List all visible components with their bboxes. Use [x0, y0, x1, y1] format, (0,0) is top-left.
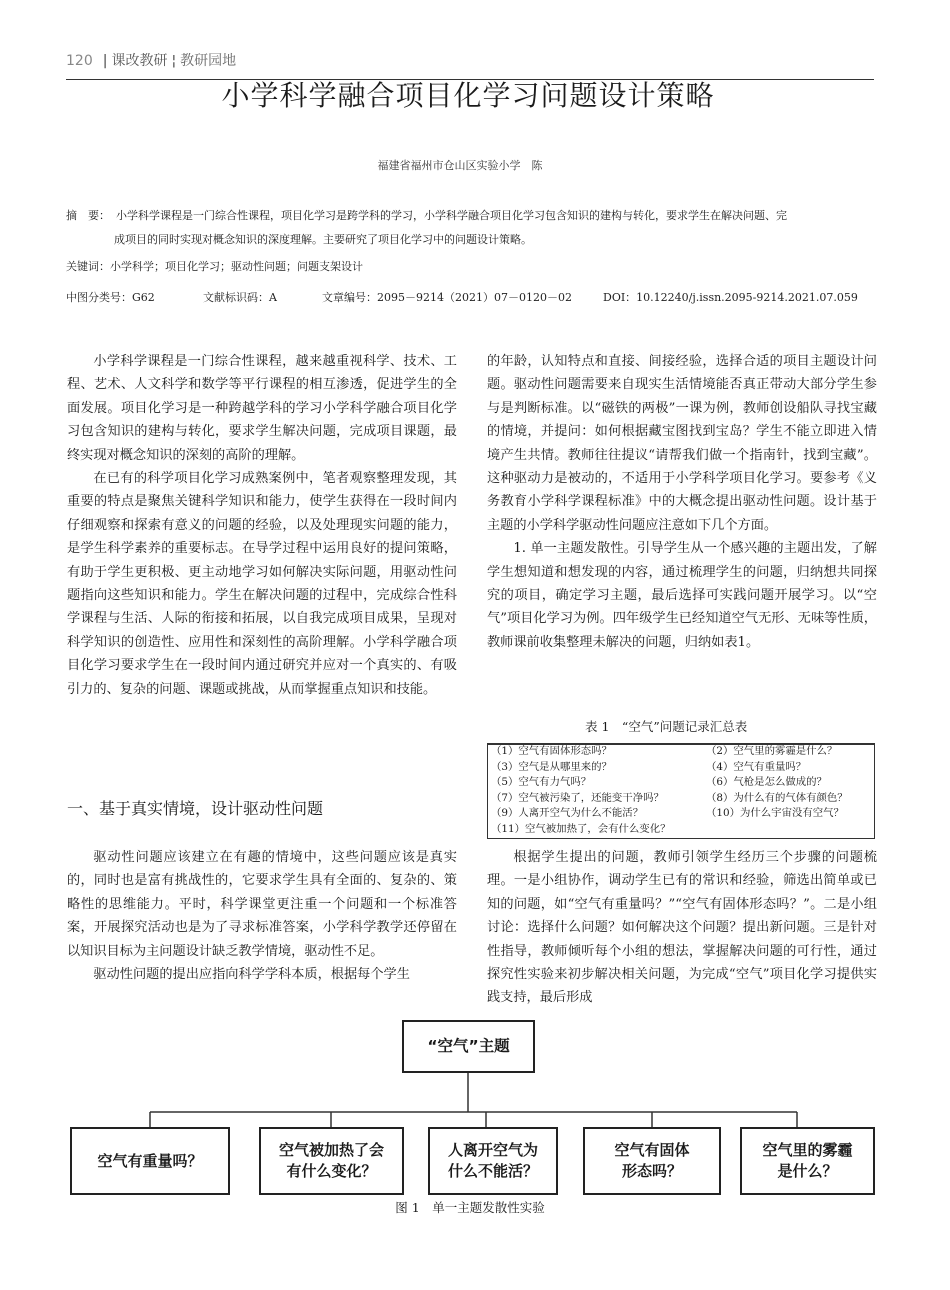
table-cell: （1）空气有固体形态吗？	[491, 745, 612, 757]
paragraph: 在已有的科学项目化学习成熟案例中，笔者观察整理发现，其重要的特点是聚焦关键科学知识和能力，使学生获得在一段时间内仔细观察和探索有意义的问题的经验，以及处理现实问题的能力，是学生科学素养的重要标志。在导学过程中运用良好的提问策略，有助于学生更积极、更主动地学习如何解决实际问题，用驱动性问题指向这些知识和能力。学生在解决问题的过程中，完成综合性科学课程与生活、人际的衔接和拓展，以自我完成项目成果，呈现对科学知识的创造性、应用性和深刻性的高阶理解。小学科学融合项目化学习要求学生在一段时间内通过研究并应对一个真实的、有吸引力的、复杂的问题、课题或挑战，从而掌握重点知识和技能。	[67, 471, 457, 697]
section-heading-1: 一、基于真实情境，设计驱动性问题	[67, 799, 324, 818]
table-cell: （7）空气被污染了，还能变干净吗？	[491, 791, 664, 804]
abstract-label: 摘 要：	[66, 209, 110, 222]
questions-table	[487, 743, 875, 839]
table-caption: 表 1 “空气”问题记录汇总表	[585, 719, 748, 734]
left-column-block-1	[67, 350, 457, 701]
table-cell: （11）空气被加热了，会有什么变化？	[491, 822, 671, 835]
clc-number: 中图分类号：G62	[66, 291, 155, 304]
child-node-survive: 人离开空气为 什么不能活？	[428, 1127, 558, 1195]
table-row	[488, 775, 874, 791]
paragraph: 的年龄，认知特点和直接、间接经验，选择合适的项目主题设计问题。驱动性问题需要来自现实生活情境能否真正带动大部分学生参与是判断标准。以“磁铁的两极”一课为例，教师创设船队寻找宝藏的情境，并提问：如何根据藏宝图找到宝岛？学生不能立即进入情境产生共情。教师往往提议“请帮我们做一个指南针，找到宝藏”。这种驱动力是被动的，不适用于小学科学项目化学习。要参考《义务教育小学科学课程标准》中的大概念提出驱动性问题。设计基于主题的小学科学驱动性问题应注意如下几个方面。	[487, 354, 877, 533]
table-row	[488, 760, 874, 776]
table-cell: （3）空气是从哪里来的？	[491, 760, 612, 773]
table-cell: （8）为什么有的气体有颜色？	[706, 791, 848, 804]
right-column-block-1	[487, 350, 877, 654]
document-code: 文献标识码：A	[203, 291, 277, 304]
paragraph: 驱动性问题应该建立在有趣的情境中，这些问题应该是真实的，同时也是富有挑战性的，它要求学生具有全面的、复杂的、策略性的思维能力。平时，科学课堂更注重一个问题和一个标准答案，开展探究活动也是为了寻求标准答案，小学科学教学还停留在以知识目标为主问题设计缺乏教学情境，驱动性不足。	[67, 850, 457, 959]
running-header: 120 | 课改教研 ¦ 教研园地	[66, 53, 237, 69]
author-line: 福建省福州市仓山区实验小学 陈	[377, 159, 543, 172]
section-name: 课改教研	[111, 53, 168, 69]
table-row	[488, 806, 874, 822]
table-cell: （4）空气有重量吗？	[706, 760, 807, 773]
paragraph: 1. 单一主题发散性。引导学生从一个感兴趣的主题出发，了解学生想知道和想发现的内容，通过梳理学生的问题，归纳想共同探究的项目，确定学习主题，最后选择可实践问题开展学习。以“空气”项目化学习为例。四年级学生已经知道空气无形、无味等性质，教师课前收集整理未解决的问题，归纳如表1。	[487, 541, 877, 650]
paragraph: 根据学生提出的问题，教师引领学生经历三个步骤的问题梳理。一是小组协作，调动学生已有的常识和经验，筛选出简单或已知的问题，如“空气有重量吗？”“空气有固体形态吗？”。二是小组讨论：选择什么问题？如何解决这个问题？提出新问题。三是针对性指导，教师倾听每个小组的想法，掌握解决问题的可行性，通过探究性实验来初步解决相关问题，为完成“空气”项目化学习提供实践支持，最后形成	[487, 850, 877, 1006]
abstract-line-2: 成项目的同时实现对概念知识的深度理解。主要研究了项目化学习中的问题设计策略。	[114, 233, 532, 246]
child-node-weight: 空气有重量吗？	[70, 1127, 230, 1195]
child-node-heated: 空气被加热了会 有什么变化？	[259, 1127, 404, 1195]
root-node: “空气”主题	[402, 1020, 535, 1073]
figure-caption: 图 1 单一主题发散性实验	[395, 1200, 545, 1215]
table-cell: （6）气枪是怎么做成的？	[706, 776, 827, 789]
child-node-solid: 空气有固体 形态吗？	[583, 1127, 721, 1195]
table-cell: （5）空气有力气吗？	[491, 776, 592, 789]
subsection-name: 教研园地	[180, 53, 237, 69]
abstract-line-1: 小学科学课程是一门综合性课程，项目化学习是跨学科的学习，小学科学融合项目化学习包含知识的建构与转化，要求学生在解决问题、完	[116, 209, 787, 222]
table-row	[488, 822, 874, 838]
child-node-smog: 空气里的雾霾 是什么？	[740, 1127, 875, 1195]
page-number: 120	[66, 53, 93, 69]
figure-1-tree-diagram	[0, 1005, 950, 1230]
table-cell: （9）人离开空气为什么不能活？	[491, 807, 644, 820]
article-number: 文章编号：2095－9214（2021）07－0120－02	[322, 291, 572, 304]
keywords: 关键词：小学科学；项目化学习；驱动性问题；问题支架设计	[66, 260, 363, 273]
paragraph: 小学科学课程是一门综合性课程，越来越重视科学、技术、工程、艺术、人文科学和数学等平行课程的相互渗透，促进学生的全面发展。项目化学习是一种跨越学科的学习小学科学融合项目化学习包含知识的建构与转化，要求学生解决问题，完成项目课题，最终实现对概念知识的深刻的高阶的理解。	[67, 354, 457, 463]
paragraph: 驱动性问题的提出应指向科学学科本质，根据每个学生	[93, 967, 410, 983]
article-title: 小学科学融合项目化学习问题设计策略	[221, 79, 715, 112]
table-row	[488, 791, 874, 807]
abstract	[66, 204, 876, 252]
left-column-block-2	[67, 846, 457, 986]
table-cell: （10）为什么宇宙没有空气？	[706, 807, 844, 820]
right-column-block-2	[487, 846, 877, 1010]
doi: DOI：10.12240/j.issn.2095-9214.2021.07.059	[603, 291, 858, 304]
table-row	[488, 744, 874, 760]
table-cell: （2）空气里的雾霾是什么？	[706, 745, 838, 757]
